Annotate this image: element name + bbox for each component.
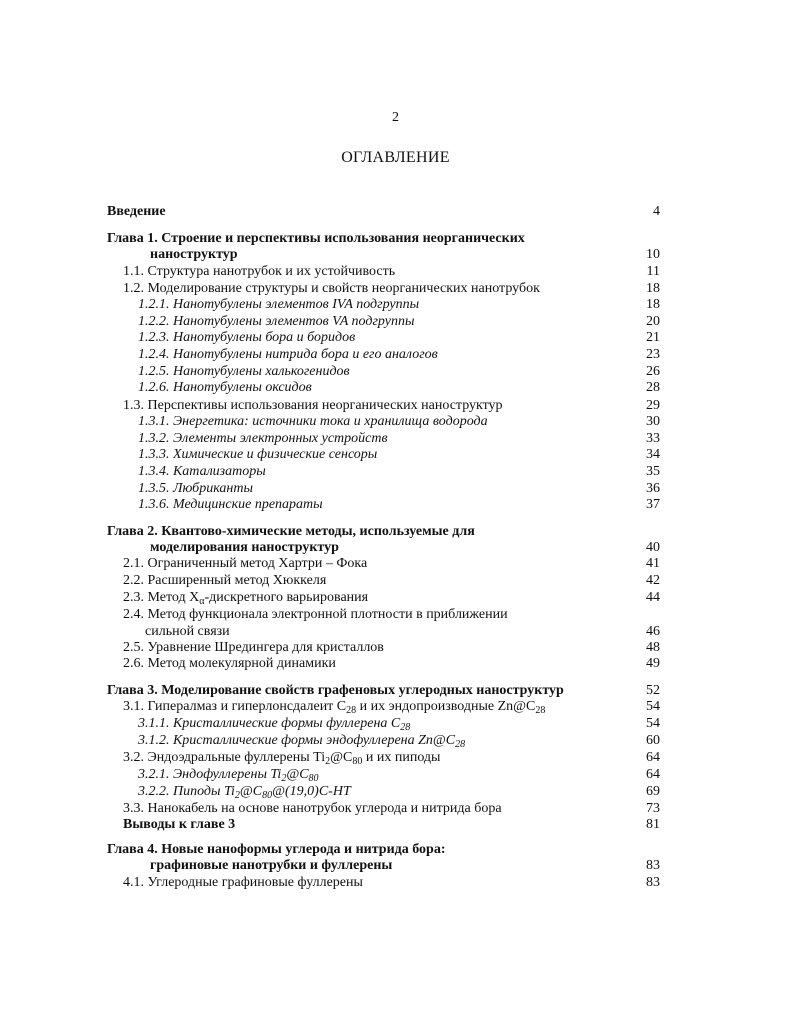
toc-subsection-1-2-1: 1.2.1. Нанотубулены элементов IVA подгруппы <box>138 297 420 312</box>
toc-conclusions-3: Выводы к главе 3 <box>123 817 236 832</box>
toc-page-number: 73 <box>646 801 660 816</box>
toc-page-number: 37 <box>646 497 660 512</box>
toc-subsection-1-2-3: 1.2.3. Нанотубулены бора и боридов <box>138 330 356 345</box>
toc-page-number: 83 <box>646 875 660 890</box>
toc-subsection-1-3-5: 1.3.5. Любриканты <box>138 481 253 496</box>
toc-page-number: 64 <box>646 767 660 782</box>
toc-section-2-3: 2.3. Метод $X_\alpha$-дискретного варьирования <box>123 590 369 607</box>
toc-page-number: 23 <box>646 347 660 362</box>
toc-chapter-1: Глава 1. Строение и перспективы использования неорганических <box>107 231 525 246</box>
toc-page-number: 18 <box>646 281 660 296</box>
toc-page-number: 34 <box>646 447 660 462</box>
toc-section-3-3: 3.3. Нанокабель на основе нанотрубок углерода и нитрида бора <box>123 801 502 816</box>
toc-subsection-1-3-2: 1.3.2. Элементы электронных устройств <box>138 431 388 446</box>
toc-subsection-3-2-1: 3.2.1. Эндофуллерены $Ti_2@C_{80}$ <box>138 767 319 784</box>
toc-page-number: 35 <box>646 464 660 479</box>
toc-page-number: 36 <box>646 481 660 496</box>
toc-chapter-1-cont: наноструктур <box>150 247 238 262</box>
toc-section-3-2: 3.2. Эндоэдральные фуллерены $Ti_2@C_{80}$ и их пиподы <box>123 750 441 767</box>
toc-page-number: 64 <box>646 750 660 765</box>
toc-page-number: 21 <box>646 330 660 345</box>
toc-section-3-1: 3.1. Гипералмаз и гиперлонсдалеит $C_{28}$ и их эндопроизводные $Zn@C_{28}$ <box>123 699 546 716</box>
toc-chapter-4: Глава 4. Новые наноформы углерода и нитрида бора: <box>107 842 446 857</box>
toc-page-number: 81 <box>646 817 660 832</box>
toc-page-number: 83 <box>646 858 660 873</box>
toc-page-number: 54 <box>646 699 660 714</box>
toc-subsection-1-2-5: 1.2.5. Нанотубулены халькогенидов <box>138 364 350 379</box>
toc-page-number: 48 <box>646 640 660 655</box>
toc-section-1-3: 1.3. Перспективы использования неорганических наноструктур <box>123 398 503 413</box>
toc-section-2-6: 2.6. Метод молекулярной динамики <box>123 656 336 671</box>
page-number: 2 <box>392 110 399 125</box>
toc-page-number: 26 <box>646 364 660 379</box>
toc-subsection-1-2-2: 1.2.2. Нанотубулены элементов VA подгруппы <box>138 314 415 329</box>
toc-page-number: 69 <box>646 784 660 799</box>
toc-chapter-2-cont: моделирования наноструктур <box>150 540 339 555</box>
toc-subsection-1-3-4: 1.3.4. Катализаторы <box>138 464 266 479</box>
toc-page-number: 54 <box>646 716 660 731</box>
toc-page-number: 52 <box>646 683 660 698</box>
toc-chapter-2: Глава 2. Квантово-химические методы, используемые для <box>107 524 475 539</box>
toc-subsection-1-3-1: 1.3.1. Энергетика: источники тока и хранилища водорода <box>138 414 488 429</box>
toc-page-number: 29 <box>646 398 660 413</box>
toc-page-number: 11 <box>646 264 660 279</box>
toc-section-2-1: 2.1. Ограниченный метод Хартри – Фока <box>123 556 368 571</box>
toc-section-1-2: 1.2. Моделирование структуры и свойств неорганических нанотрубок <box>123 281 540 296</box>
toc-page-number: 30 <box>646 414 660 429</box>
toc-page-number: 4 <box>653 204 660 219</box>
toc-page-number: 40 <box>646 540 660 555</box>
toc-page-number: 20 <box>646 314 660 329</box>
toc-chapter-3: Глава 3. Моделирование свойств графеновых углеродных наноструктур <box>107 683 564 698</box>
toc-page-number: 10 <box>646 247 660 262</box>
toc-subsection-3-1-1: 3.1.1. Кристаллические формы фуллерена $C_{28}$ <box>138 716 411 733</box>
toc-section-2-5: 2.5. Уравнение Шредингера для кристаллов <box>123 640 384 655</box>
toc-section-2-4: 2.4. Метод функционала электронной плотности в приближении <box>123 607 508 622</box>
toc-page-number: 44 <box>646 590 660 605</box>
toc-page-number: 28 <box>646 380 660 395</box>
toc-page-number: 49 <box>646 656 660 671</box>
toc-section-4-1: 4.1. Углеродные графиновые фуллерены <box>123 875 363 890</box>
toc-page-number: 42 <box>646 573 660 588</box>
toc-section-2-2: 2.2. Расширенный метод Хюккеля <box>123 573 327 588</box>
toc-subsection-3-2-2: 3.2.2. Пиподы $Ti_2@C_{80}@(19,0)C-НТ$ <box>138 784 351 801</box>
toc-chapter-4-cont: графиновые нанотрубки и фуллерены <box>150 858 393 873</box>
toc-page-number: 46 <box>646 624 660 639</box>
toc-section-1-1: 1.1. Структура нанотрубок и их устойчивость <box>123 264 396 279</box>
toc-section-2-4-cont: сильной связи <box>145 624 230 639</box>
toc-page-number: 33 <box>646 431 660 446</box>
toc-subsection-1-2-4: 1.2.4. Нанотубулены нитрида бора и его аналогов <box>138 347 438 362</box>
toc-subsection-3-1-2: 3.1.2. Кристаллические формы эндофуллерена $Zn@C_{28}$ <box>138 733 466 750</box>
toc-page-number: 41 <box>646 556 660 571</box>
toc-subsection-1-3-6: 1.3.6. Медицинские препараты <box>138 497 323 512</box>
toc-page-number: 60 <box>646 733 660 748</box>
toc-subsection-1-2-6: 1.2.6. Нанотубулены оксидов <box>138 380 312 395</box>
toc-intro: Введение <box>107 204 166 219</box>
toc-page-number: 18 <box>646 297 660 312</box>
toc-title: ОГЛАВЛЕНИЕ <box>341 149 450 166</box>
toc-subsection-1-3-3: 1.3.3. Химические и физические сенсоры <box>138 447 378 462</box>
